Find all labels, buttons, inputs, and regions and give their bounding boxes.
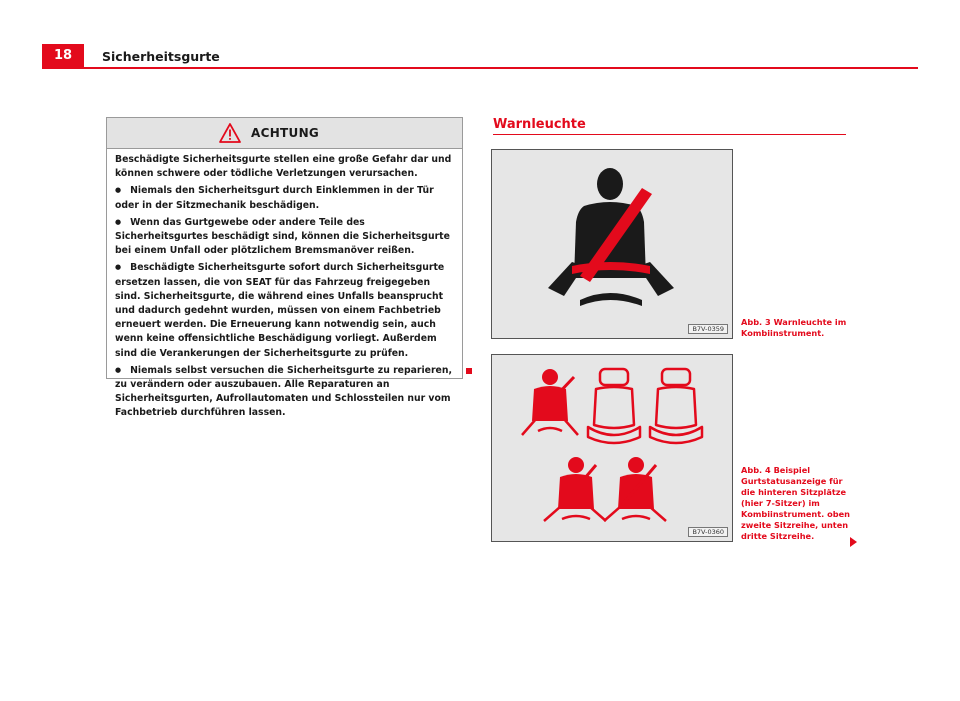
warning-item: ● Wenn das Gurtgewebe oder andere Teile des Sicherheitsgurtes beschädigt sind, können die Sicherheitsgurte bei einem Unfall oder plötzlichem Bremsmanöver reißen. bbox=[115, 216, 454, 259]
seatbelt-warning-icon bbox=[492, 150, 732, 338]
seatbelt-fastened-icon bbox=[544, 457, 606, 521]
page-number: 18 bbox=[42, 44, 84, 68]
figure-code: B7V-0359 bbox=[688, 324, 728, 334]
section-end-marker bbox=[466, 368, 472, 374]
seatbelt-fastened-icon bbox=[604, 457, 666, 521]
warning-intro: Beschädigte Sicherheitsgurte stellen eine große Gefahr dar und können schwere oder tödliche Verletzungen verursachen. bbox=[115, 154, 452, 180]
figure-caption: Abb. 3 Warnleuchte im Kombiinstrument. bbox=[741, 317, 847, 338]
warning-title: ACHTUNG bbox=[251, 126, 320, 140]
warning-triangle-icon bbox=[219, 123, 241, 143]
figure-warning-lamp bbox=[491, 149, 733, 339]
section-rule bbox=[493, 134, 846, 135]
warning-item: ● Niemals den Sicherheitsgurt durch Einklemmen in der Tür oder in der Sitzmechanik beschädigen. bbox=[115, 184, 454, 212]
figure-code: B7V-0360 bbox=[688, 527, 728, 537]
section-title: Warnleuchte bbox=[493, 117, 586, 132]
header-rule bbox=[42, 67, 918, 69]
warning-item: ● Niemals selbst versuchen die Sicherheitsgurte zu reparieren, zu verändern oder auszubauen. Alle Reparaturen an Sicherheitsgurten, Aufrollautomaten und Schlossteilen nur vom Fachbetrieb durchführen lassen. bbox=[115, 364, 454, 421]
warning-item: ● Beschädigte Sicherheitsgurte sofort durch Sicherheitsgurte ersetzen lassen, die von SEAT für das Fahrzeug freigegeben sind. Sicherheitsgurte, die während eines Unfalls beansprucht und dadurch gedehnt wurden, müssen von einem Fachbetrieb erneuert werden. Die Erneuerung kann notwendig sein, auch wenn keine offensichtliche Beschädigung vorliegt. Außerdem sind die Verankerungen der Sicherheitsgurte zu prüfen. bbox=[115, 261, 454, 360]
warning-header bbox=[107, 118, 462, 149]
continue-arrow-icon bbox=[850, 537, 857, 547]
warning-body bbox=[107, 149, 462, 421]
chapter-title: Sicherheitsgurte bbox=[102, 49, 220, 64]
warning-box bbox=[106, 117, 463, 419]
seatbelt-fastened-icon bbox=[522, 369, 578, 435]
figure-caption: Abb. 4 Beispiel Gurtstatusanzeige für die hinteren Sitzplätze (hier 7-Sitzer) im Kombiinstrument. oben zweite Sitzreihe, unten dritte Sitzreihe. bbox=[741, 465, 850, 541]
belt-status-display bbox=[492, 355, 732, 541]
figure-belt-status bbox=[491, 354, 733, 542]
seat-empty-icon bbox=[650, 369, 702, 443]
seat-empty-icon bbox=[588, 369, 640, 443]
